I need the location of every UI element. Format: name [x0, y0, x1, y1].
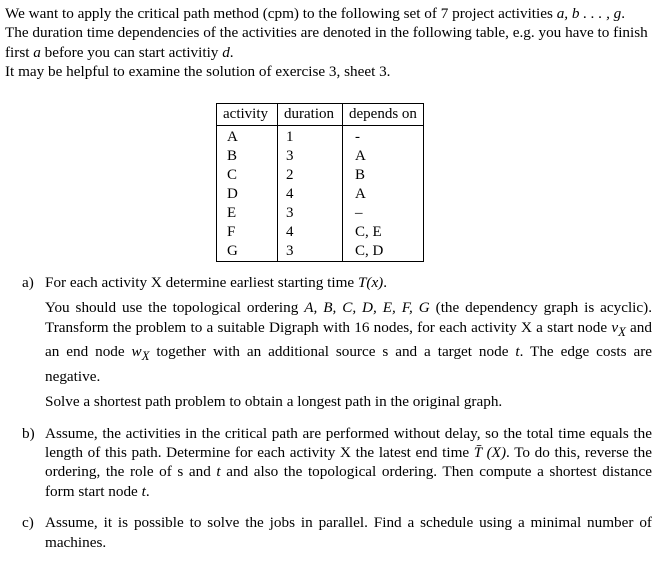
question-a: [22, 273, 652, 412]
cell-depends: A: [343, 147, 424, 166]
question-b-para-1: Assume, the activities in the critical path are performed without delay, so the total time equals the length of this path. Determine for each activity X the latest end time T̄ (X). To do this, reverse the ordering, the role of s and t and also the topological ordering. Then compute a shortest distance form start node t.: [45, 424, 653, 500]
table-row: [217, 126, 424, 148]
header-activity: activity: [217, 104, 278, 126]
question-b: [22, 424, 652, 502]
table-row: [217, 242, 424, 262]
cell-activity: B: [217, 147, 278, 166]
table-row: [217, 147, 424, 166]
header-depends-on: depends on: [343, 104, 424, 126]
table-row: [217, 223, 424, 242]
question-label: b): [22, 424, 35, 442]
cell-duration: 1: [278, 126, 343, 148]
table-row: [217, 204, 424, 223]
question-label: a): [22, 274, 34, 291]
cell-activity: E: [217, 204, 278, 223]
cell-activity: D: [217, 185, 278, 204]
table-row: [217, 185, 424, 204]
cell-duration: 3: [278, 147, 343, 166]
question-a-para-2: You should use the topological ordering A, B, C, D, E, F, G (the dependency graph is acyclic). Transform the problem to a suitable Digraph with 16 nodes, for each activity X a start node $v_X$ and an end node $w_X$ together with an additional source s and a target node t. The edge costs are negative.: [45, 299, 652, 385]
cell-duration: 4: [278, 223, 343, 242]
cell-activity: F: [217, 223, 278, 242]
question-label: c): [22, 514, 34, 532]
question-c-para-1: Assume, it is possible to solve the jobs in parallel. Find a schedule using a minimal number of machines.: [45, 514, 652, 551]
table-row: [217, 166, 424, 185]
cell-duration: 3: [278, 242, 343, 262]
cell-activity: G: [217, 242, 278, 262]
cell-depends: A: [343, 185, 424, 204]
question-list: [22, 273, 652, 564]
cell-activity: A: [217, 126, 278, 148]
cell-depends: -: [343, 126, 424, 148]
question-a-para-1: For each activity X determine earliest starting time T(x).: [45, 274, 388, 291]
cell-depends: –: [343, 204, 424, 223]
cell-depends: C, D: [343, 242, 424, 262]
cell-activity: C: [217, 166, 278, 185]
intro-line-1: We want to apply the critical path method (cpm) to the following set of 7 project activities a, b . . . , g.: [5, 5, 626, 22]
table-header-row: [217, 104, 424, 126]
cell-duration: 4: [278, 185, 343, 204]
question-a-para-3: Solve a shortest path problem to obtain a longest path in the original graph.: [45, 393, 503, 411]
cell-depends: B: [343, 166, 424, 185]
intro-line-3: It may be helpful to examine the solution of exercise 3, sheet 3.: [5, 63, 391, 81]
cell-duration: 2: [278, 166, 343, 185]
cell-depends: C, E: [343, 223, 424, 242]
dependency-table: [216, 103, 424, 262]
intro-line-2: The duration time dependencies of the activities are denoted in the following table, e.g. you have to finish first a before you can start activitiy d.: [5, 24, 648, 61]
intro-text: [5, 4, 657, 82]
cell-duration: 3: [278, 204, 343, 223]
question-c: [22, 513, 652, 552]
header-duration: duration: [278, 104, 343, 126]
